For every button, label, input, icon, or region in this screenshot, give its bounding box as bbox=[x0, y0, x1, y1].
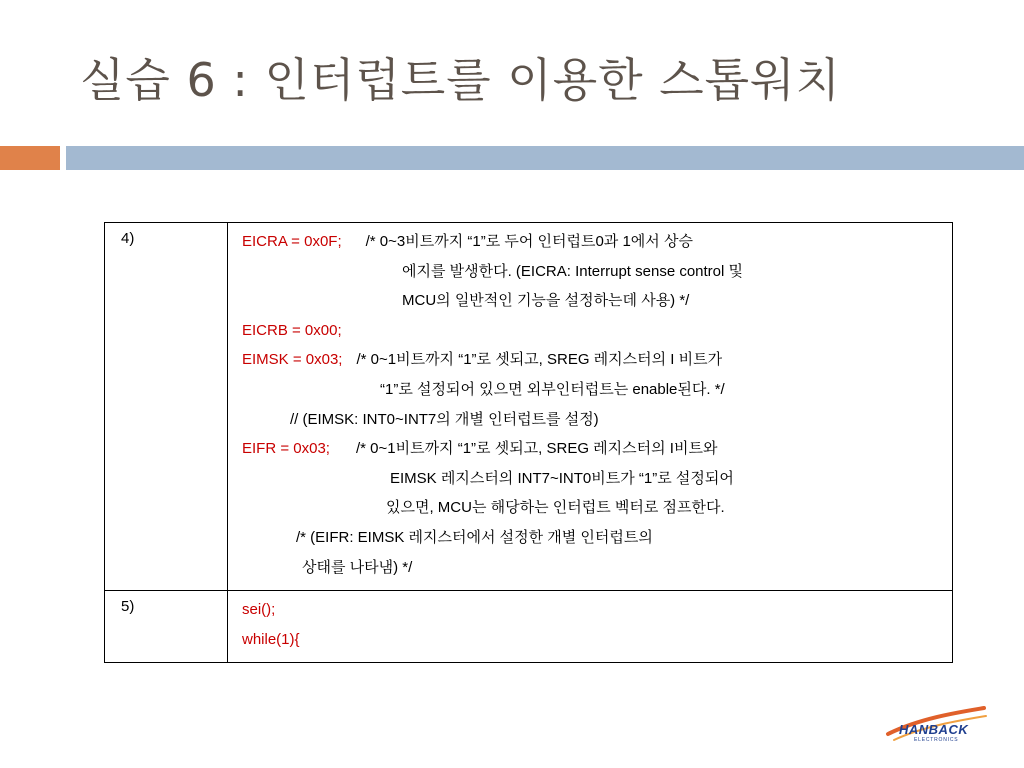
code-line bbox=[242, 493, 952, 523]
code-statement: EICRB = 0x00; bbox=[242, 321, 342, 339]
accent-band-orange bbox=[0, 146, 60, 170]
code-line bbox=[242, 345, 952, 375]
code-comment: MCU의 일반적인 기능을 설정하는데 사용) */ bbox=[402, 292, 690, 310]
slide-title: 실습 6 : 인터럽트를 이용한 스톱워치 bbox=[80, 53, 841, 107]
code-line bbox=[242, 464, 952, 494]
code-statement: EIMSK = 0x03; bbox=[242, 351, 343, 369]
logo-wordmark: HANBACK bbox=[899, 722, 969, 737]
code-statement: EICRA = 0x0F; bbox=[242, 233, 342, 250]
code-line bbox=[242, 257, 952, 287]
code-table bbox=[104, 222, 953, 663]
code-comment: /* 0~1비트까지 “1”로 셋되고, SREG 레지스터의 I비트와 bbox=[355, 440, 718, 458]
code-comment: “1”로 설정되어 있으면 외부인터럽트는 enable된다. */ bbox=[380, 380, 725, 398]
code-line bbox=[242, 553, 952, 583]
step-number: 5) bbox=[105, 591, 228, 663]
accent-band-blue bbox=[66, 146, 1024, 170]
code-line bbox=[242, 405, 952, 435]
code-statement: while(1){ bbox=[242, 630, 300, 648]
code-comment: /* 0~1비트까지 “1”로 셋되고, SREG 레지스터의 I 비트가 bbox=[356, 351, 723, 369]
code-line bbox=[242, 227, 952, 257]
code-line bbox=[242, 595, 952, 625]
table-row bbox=[105, 223, 953, 591]
code-comment: 있으면, MCU는 해당하는 인터럽트 벡터로 점프한다. bbox=[386, 499, 725, 517]
code-comment: 상태를 나타냄) */ bbox=[302, 558, 413, 576]
code-line bbox=[242, 316, 952, 346]
code-comment: /* 0~3비트까지 “1”로 두어 인터럽트0과 1에서 상승 bbox=[365, 233, 693, 250]
table-row bbox=[105, 591, 953, 663]
code-line bbox=[242, 286, 952, 316]
code-statement: sei(); bbox=[242, 601, 276, 619]
code-comment: 에지를 발생한다. (EICRA: Interrupt sense control 및 bbox=[402, 262, 744, 280]
code-comment: EIMSK 레지스터의 INT7~INT0비트가 “1”로 설정되어 bbox=[390, 469, 734, 487]
code-statement: EIFR = 0x03; bbox=[242, 440, 330, 458]
code-comment: // (EIMSK: INT0~INT7의 개별 인터럽트를 설정) bbox=[290, 410, 599, 428]
logo-subtitle: ELECTRONICS bbox=[914, 737, 959, 743]
code-comment: /* (EIFR: EIMSK 레지스터에서 설정한 개별 인터럽트의 bbox=[296, 528, 653, 546]
code-line bbox=[242, 375, 952, 405]
code-line bbox=[242, 625, 952, 655]
code-line bbox=[242, 434, 952, 464]
code-cell bbox=[228, 223, 953, 591]
step-number: 4) bbox=[105, 223, 228, 591]
code-line bbox=[242, 523, 952, 553]
code-cell bbox=[228, 591, 953, 663]
